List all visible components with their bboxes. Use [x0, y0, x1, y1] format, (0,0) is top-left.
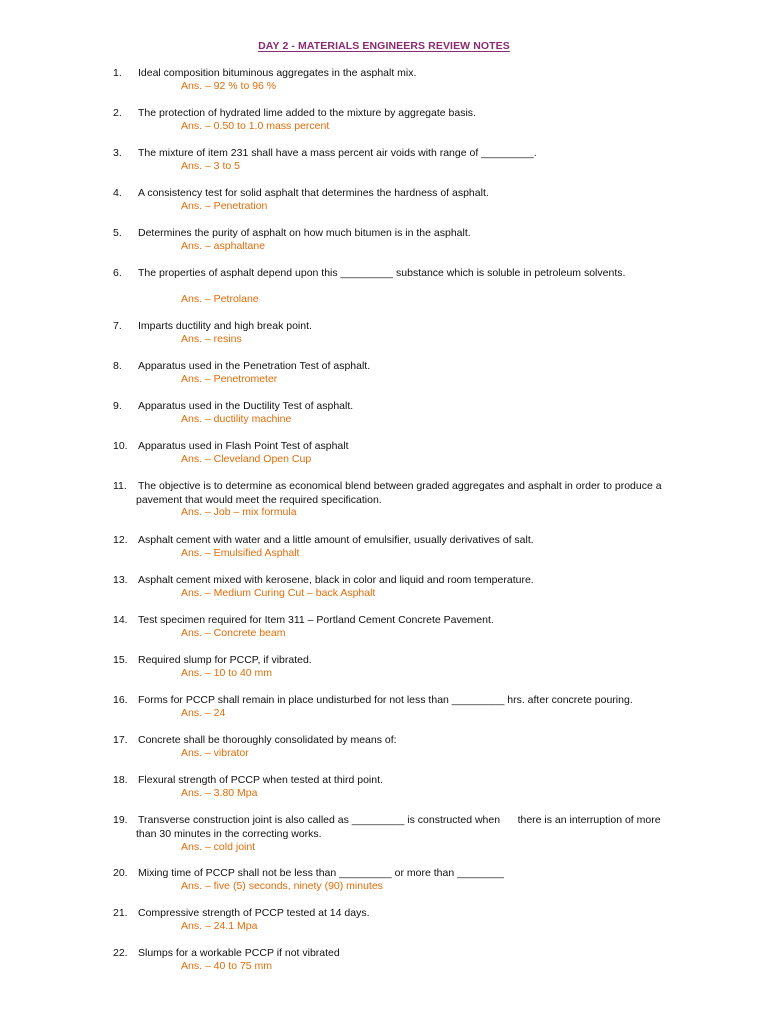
question-text: Flexural strength of PCCP when tested at third point.: [138, 774, 383, 786]
answer-text: Ans. – Concrete beam: [181, 627, 286, 639]
question-text: Compressive strength of PCCP tested at 14 days.: [138, 907, 370, 919]
answer-text: Ans. – five (5) seconds, ninety (90) minutes: [181, 880, 383, 892]
answer-text: Ans. – 92 % to 96 %: [181, 80, 277, 92]
question-text: Concrete shall be thoroughly consolidated by means of:: [138, 734, 397, 746]
answer-text: Ans. – Job – mix formula: [181, 506, 297, 518]
item-number: 14.: [113, 614, 128, 626]
item-number: 3.: [113, 147, 122, 159]
question-text: Mixing time of PCCP shall not be less than _________ or more than ________: [138, 867, 504, 879]
answer-text: Ans. – Medium Curing Cut – back Asphalt: [181, 587, 376, 599]
answer-text: Ans. – 24.1 Mpa: [181, 920, 258, 932]
question-text: Imparts ductility and high break point.: [138, 320, 312, 332]
question-text: Transverse construction joint is also called as _________ is constructed when there is an interruption of more than 30 minutes in the correcting works.: [136, 814, 664, 840]
answer-text: Ans. – asphaltane: [181, 240, 266, 252]
answer-text: Ans. – Petrolane: [181, 293, 259, 305]
question-text: Forms for PCCP shall remain in place undisturbed for not less than _________ hrs. after concrete pouring.: [138, 694, 633, 706]
question-text: The mixture of item 231 shall have a mass percent air voids with range of _________.: [138, 147, 537, 159]
item-number: 2.: [113, 107, 122, 119]
answer-text: Ans. – resins: [181, 333, 242, 345]
item-number: 7.: [113, 320, 122, 332]
item-number: 13.: [113, 574, 128, 586]
question-text: The objective is to determine as economical blend between graded aggregates and asphalt in order to produce a pavement that would meet the required specification.: [136, 480, 662, 506]
question-text: Apparatus used in Flash Point Test of asphalt: [138, 440, 349, 452]
item-number: 15.: [113, 654, 128, 666]
question-text: The properties of asphalt depend upon this _________ substance which is soluble in petroleum solvents.: [138, 267, 626, 279]
question-text: Slumps for a workable PCCP if not vibrated: [138, 947, 340, 959]
question-text: Ideal composition bituminous aggregates in the asphalt mix.: [138, 67, 417, 79]
item-number: 16.: [113, 694, 128, 706]
item-number: 20.: [113, 867, 128, 879]
answer-text: Ans. – vibrator: [181, 747, 249, 759]
item-number: 12.: [113, 534, 128, 546]
question-text: A consistency test for solid asphalt that determines the hardness of asphalt.: [138, 187, 489, 199]
question-text: Apparatus used in the Penetration Test of asphalt.: [138, 360, 371, 372]
answer-text: Ans. – 3 to 5: [181, 160, 240, 172]
answer-text: Ans. – ductility machine: [181, 413, 292, 425]
item-number: 6.: [113, 267, 122, 279]
answer-text: Ans. – Emulsified Asphalt: [181, 547, 300, 559]
item-number: 4.: [113, 187, 122, 199]
page-title: DAY 2 - MATERIALS ENGINEERS REVIEW NOTES: [258, 40, 510, 52]
item-number: 22.: [113, 947, 128, 959]
item-number: 17.: [113, 734, 128, 746]
question-text: Apparatus used in the Ductility Test of asphalt.: [138, 400, 354, 412]
item-number: 21.: [113, 907, 128, 919]
answer-text: Ans. – Penetration: [181, 200, 268, 212]
answer-text: Ans. – Cleveland Open Cup: [181, 453, 312, 465]
question-text: Determines the purity of asphalt on how much bitumen is in the asphalt.: [138, 227, 471, 239]
item-number: 8.: [113, 360, 122, 372]
item-number: 9.: [113, 400, 122, 412]
question-text: Required slump for PCCP, if vibrated.: [138, 654, 312, 666]
item-number: 1.: [113, 67, 122, 79]
item-number: 18.: [113, 774, 128, 786]
item-number: 10.: [113, 440, 128, 452]
question-text: Test specimen required for Item 311 – Portland Cement Concrete Pavement.: [138, 614, 494, 626]
question-text: Asphalt cement mixed with kerosene, black in color and liquid and room temperature.: [138, 574, 534, 586]
answer-text: Ans. – 10 to 40 mm: [181, 667, 273, 679]
answer-text: Ans. – 0.50 to 1.0 mass percent: [181, 120, 330, 132]
item-number: 5.: [113, 227, 122, 239]
answer-text: Ans. – 3.80 Mpa: [181, 787, 258, 799]
answer-text: Ans. – 24: [181, 707, 226, 719]
answer-text: Ans. – Penetrometer: [181, 373, 278, 385]
answer-text: Ans. – 40 to 75 mm: [181, 960, 273, 972]
item-number: 11.: [113, 480, 127, 492]
question-text: Asphalt cement with water and a little amount of emulsifier, usually derivatives of salt.: [138, 534, 534, 546]
item-number: 19.: [113, 814, 128, 826]
answer-text: Ans. – cold joint: [181, 841, 256, 853]
question-text: The protection of hydrated lime added to the mixture by aggregate basis.: [138, 107, 476, 119]
